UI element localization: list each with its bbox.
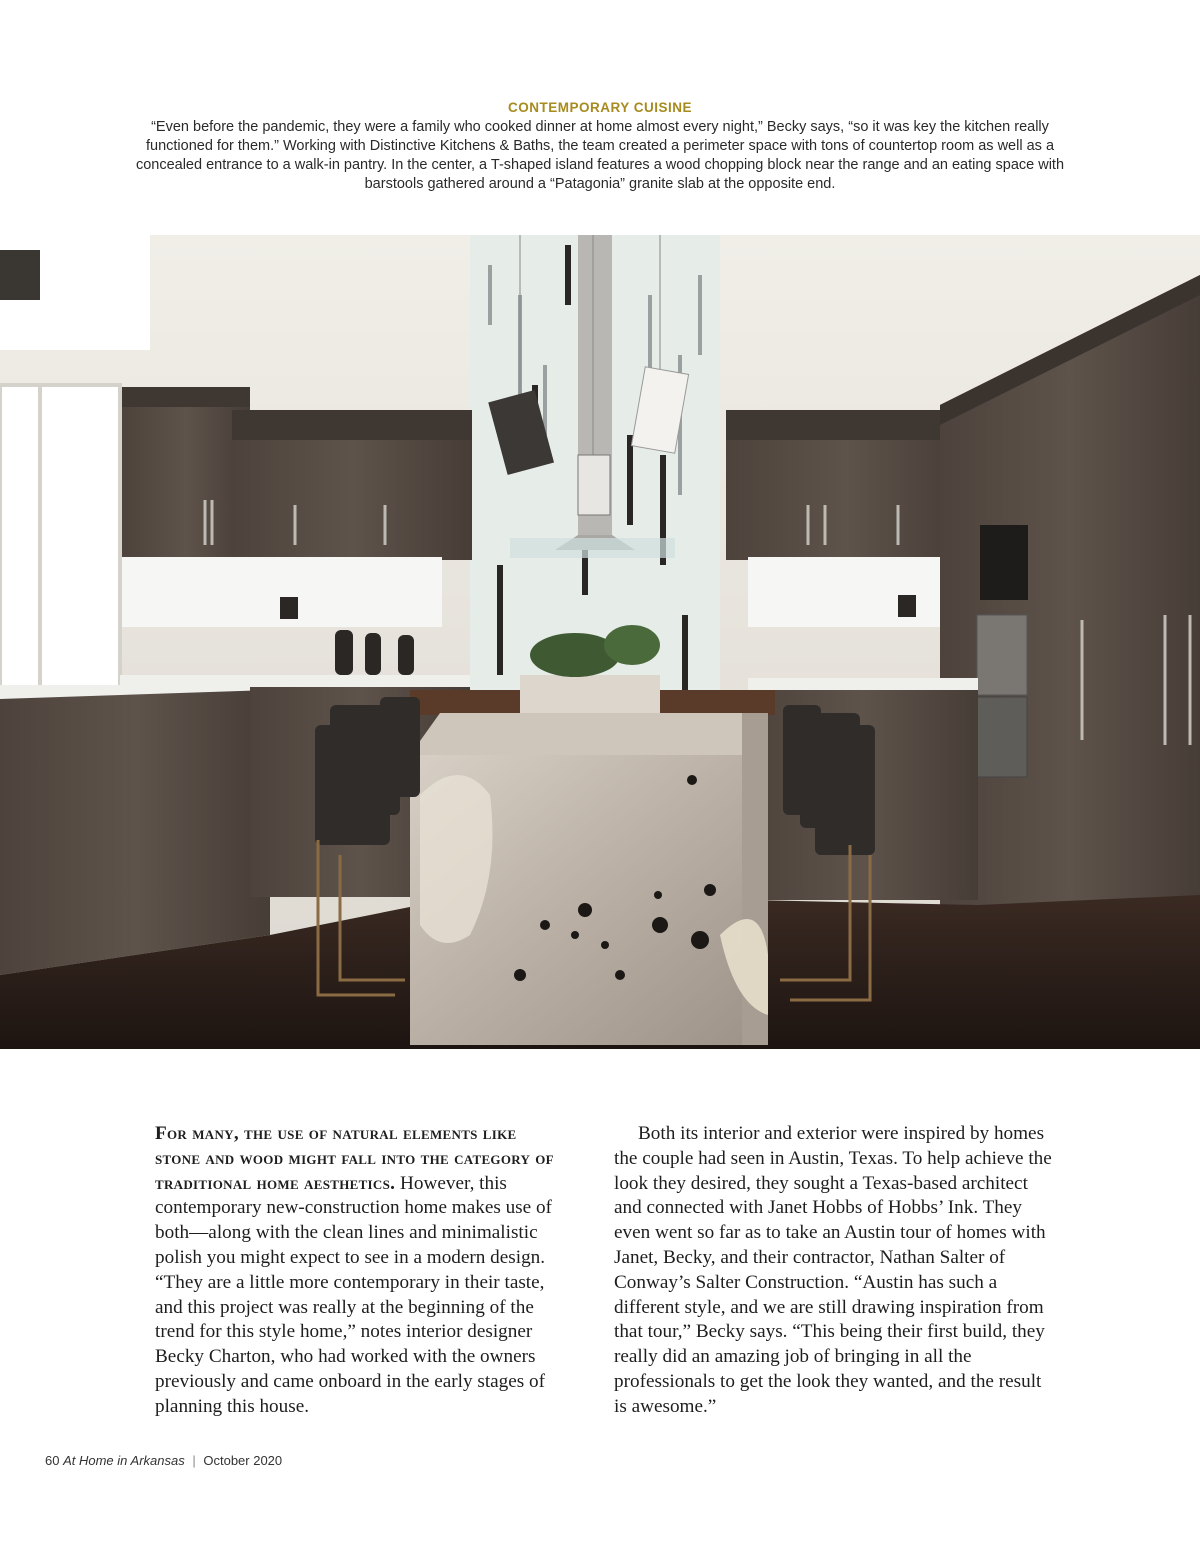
- caption-text: “Even before the pandemic, they were a family who cooked dinner at home almost every night,” Becky says, “so it was key the kitchen really functioned for them.” Working with Distinctive Kitchens & Baths, the team created a perimeter space with tons of countertop room as well as a concealed entrance to a walk-in pantry. In the center, a T-shaped island features a wood chopping block near the range and an eating space with barstools gathered around a “Patagonia” granite slab at the opposite end.: [135, 119, 1065, 192]
- kitchen-illustration: [0, 235, 1200, 1049]
- page-number: 60: [45, 1453, 60, 1468]
- article-column-left: [155, 1122, 565, 1420]
- article-left-body: However, this contemporary new-construction home makes use of both—along with the clean lines and minimalistic polish you might expect to see in a modern design. “They are a little more contemporary in their taste, and this project was really at the beginning of the trend for this style home,” notes interior designer Becky Charton, who had worked with the owners previously and came onboard in the early stages of planning this house.: [155, 1172, 552, 1417]
- kitchen-photo: [0, 235, 1200, 1049]
- article-right-body: Both its interior and exterior were inspired by homes the couple had seen in Austin, Texas. To help achieve the look they desired, they sought a Texas-based architect and connected with Janet Hobbs of Hobbs’ Ink. They even went so far as to take an Austin tour of homes with Janet, Becky, and their contractor, Nathan Salter of Conway’s Salter Construction. “Austin has such a different style, and we are still drawing inspiration from that tour,” Becky says. “This being their first build, they really did an amazing job of bringing in all the professionals to get the look they wanted, and the result is awesome.”: [614, 1123, 1052, 1417]
- photo-caption: [130, 100, 1070, 194]
- publication-name: At Home in Arkansas: [63, 1453, 185, 1468]
- footer-separator: |: [192, 1453, 196, 1468]
- page-footer: [45, 1453, 282, 1468]
- article-column-right: [614, 1122, 1054, 1420]
- article-lead-in: For many, the use of natural elements like stone and wood might fall into the category of traditional home aesthetics.: [155, 1123, 554, 1194]
- issue-date: October 2020: [203, 1453, 283, 1468]
- caption-title: CONTEMPORARY CUISINE: [507, 100, 693, 115]
